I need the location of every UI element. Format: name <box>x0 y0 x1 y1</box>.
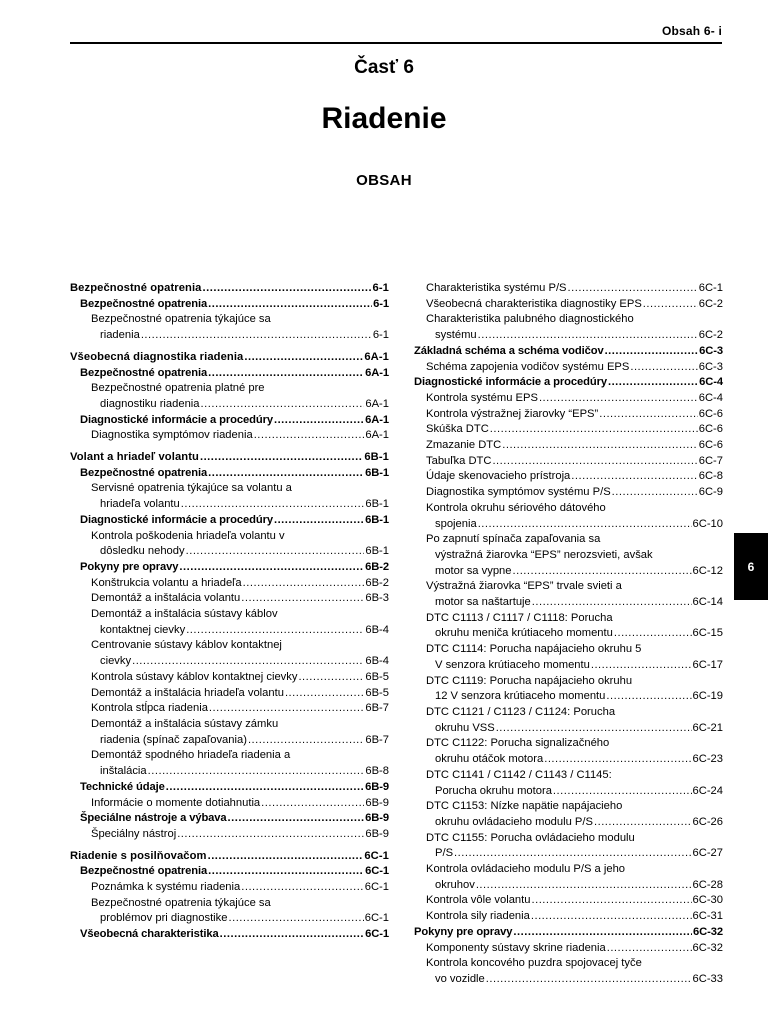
dot-leader <box>241 591 364 607</box>
toc-entry-page: 6A-1 <box>365 413 389 426</box>
toc-entry-page: 6C-1 <box>698 282 723 294</box>
toc-entry-title-line: Servisné opatrenia týkajúce sa volantu a <box>91 482 292 495</box>
toc-entry-title-line: DTC C1119: Porucha napájacieho okruhu <box>426 674 633 687</box>
toc-entry[interactable] <box>414 705 723 736</box>
dot-leader <box>208 849 364 865</box>
toc-entry-page: 6C-1 <box>364 849 389 862</box>
dot-leader <box>186 544 365 560</box>
toc-entry-title: Bezpečnostné opatrenia <box>80 865 208 878</box>
dot-leader <box>513 925 692 941</box>
toc-entry-title: Informácie o momente dotiahnutia <box>91 796 261 809</box>
toc-entry-title: Zmazanie DTC <box>426 439 502 452</box>
toc-entry[interactable] <box>414 312 723 343</box>
toc-entry-page: 6B-1 <box>365 513 389 526</box>
toc-entry-page: 6A-1 <box>365 429 389 442</box>
toc-entry-title: Porucha okruhu motora <box>435 784 552 797</box>
dot-leader <box>608 375 698 391</box>
toc-entry[interactable] <box>70 780 389 796</box>
toc-entry-title-line: DTC C1155: Porucha ovládacieho modulu <box>426 831 635 844</box>
dot-leader <box>599 407 698 423</box>
toc-entry[interactable] <box>414 831 723 862</box>
dot-leader <box>531 909 692 925</box>
toc-entry-page: 6B-1 <box>365 498 389 511</box>
dot-leader <box>568 281 698 297</box>
toc-entry[interactable] <box>414 768 723 799</box>
toc-entry-page: 6C-9 <box>698 486 723 499</box>
toc-entry[interactable] <box>70 297 389 313</box>
dot-leader <box>228 911 363 927</box>
toc-entry-page: 6C-1 <box>365 865 389 878</box>
toc-entry[interactable] <box>70 864 389 880</box>
dot-leader <box>244 350 363 366</box>
toc-entry-title: spojenia <box>435 517 477 530</box>
toc-entry-page: 6C-21 <box>692 721 723 734</box>
toc-entry-title: Bezpečnostné opatrenia <box>80 297 208 310</box>
toc-entry[interactable] <box>414 909 723 925</box>
toc-entry-title: Demontáž a inštalácia volantu <box>91 592 241 605</box>
toc-entry-title-line: DTC C1141 / C1142 / C1143 / C1145: <box>426 768 612 781</box>
dot-leader <box>208 466 364 482</box>
toc-entry-title-line: Demontáž a inštalácia sústavy zámku <box>91 717 279 730</box>
page-title: Riadenie <box>321 102 447 135</box>
dot-leader <box>208 864 364 880</box>
toc-entry-page: 6-1 <box>373 297 389 310</box>
toc-entry-page: 6C-2 <box>698 297 723 310</box>
dot-leader <box>248 733 364 749</box>
dot-leader <box>571 469 697 485</box>
dot-leader <box>476 878 692 894</box>
toc-entry-title-line: Kontrola okruhu sériového dátového <box>426 501 606 514</box>
toc-entry-page: 6A-1 <box>365 397 389 410</box>
toc-entry-page: 6C-17 <box>692 658 723 671</box>
toc-entry[interactable] <box>70 381 389 412</box>
toc-entry-title: Pokyny pre opravy <box>80 560 179 573</box>
toc-entry-title: okruhov <box>435 878 475 891</box>
toc-entry-title: Diagnostické informácie a procedúry <box>80 513 273 526</box>
toc-entry-page: 6C-7 <box>698 454 723 467</box>
toc-entry[interactable] <box>414 925 723 941</box>
dot-leader <box>486 972 692 988</box>
toc-entry-title: Kontrola systému EPS <box>426 391 538 404</box>
dot-leader <box>594 815 692 831</box>
dot-leader <box>220 927 364 943</box>
toc-entry-page: 6B-3 <box>365 592 389 605</box>
toc-entry-title: okruhu VSS <box>435 721 495 734</box>
toc-entry-title: riadenia (spínač zapaľovania) <box>100 733 247 746</box>
toc-entry-page: 6A-1 <box>365 366 389 379</box>
toc-entry[interactable] <box>414 344 723 360</box>
dot-leader <box>285 686 364 702</box>
dot-leader <box>502 438 698 454</box>
toc-entry[interactable] <box>414 642 723 673</box>
toc-entry-page: 6C-14 <box>692 596 723 609</box>
toc-entry-title-line: DTC C1122: Porucha signalizačného <box>426 737 610 750</box>
toc-entry-title-line: Centrovanie sústavy káblov kontaktnej <box>91 639 282 652</box>
toc-entry[interactable] <box>70 350 389 366</box>
dot-leader <box>544 752 691 768</box>
toc-entry-title: Charakteristika systému P/S <box>426 282 567 294</box>
toc-entry-page: 6C-3 <box>699 344 723 357</box>
toc-entry-title: Volant a hriadeľ volantu <box>70 451 199 464</box>
toc-entry-page: 6B-2 <box>365 560 389 573</box>
dot-leader <box>241 880 364 896</box>
dot-leader <box>591 658 692 674</box>
toc-entry-page: 6C-2 <box>698 329 723 342</box>
dot-leader <box>478 328 698 344</box>
dot-leader <box>261 796 364 812</box>
dot-leader <box>141 328 372 344</box>
toc-entry-page: 6C-24 <box>692 784 723 797</box>
toc-entry-page: 6C-33 <box>692 972 723 985</box>
toc-entry-page: 6B-8 <box>365 765 389 778</box>
toc-entry-page: 6B-7 <box>365 702 389 715</box>
toc-entry[interactable] <box>70 513 389 529</box>
toc-entry-title-line: DTC C1114: Porucha napájacieho okruhu 5 <box>426 643 642 656</box>
dot-leader <box>496 721 692 737</box>
toc-entry[interactable] <box>414 862 723 893</box>
dot-leader <box>179 560 364 576</box>
toc-entry[interactable] <box>414 799 723 830</box>
toc-entry-page: 6C-31 <box>692 910 723 923</box>
toc-entry-title-line: Kontrola koncového puzdra spojovacej tyče <box>426 957 642 970</box>
dot-leader <box>166 780 364 796</box>
toc-entry-title: 12 V senzora krútiaceho momentu <box>435 690 606 703</box>
toc-entry-page: 6B-5 <box>365 686 389 699</box>
dot-leader <box>274 413 364 429</box>
toc-entry-title: kontaktnej cievky <box>100 623 186 636</box>
toc-entry[interactable] <box>70 748 389 779</box>
toc-entry[interactable] <box>70 638 389 669</box>
toc-entry-page: 6C-6 <box>698 407 723 420</box>
dot-leader <box>531 893 691 909</box>
toc-entry[interactable] <box>70 849 389 865</box>
toc-entry[interactable] <box>70 717 389 748</box>
toc-entry-page: 6C-1 <box>364 881 389 894</box>
toc-entry-title: motor sa naštartuje <box>435 596 531 609</box>
toc-entry-title: cievky <box>100 655 132 668</box>
toc-entry-page: 6C-30 <box>692 894 723 907</box>
dot-leader <box>532 595 692 611</box>
toc-entry[interactable] <box>70 366 389 382</box>
toc-entry-title: Kontrola výstražnej žiarovky “EPS” <box>426 407 599 420</box>
toc-entry[interactable] <box>414 438 723 454</box>
toc-entry[interactable] <box>414 407 723 423</box>
toc-entry[interactable] <box>414 485 723 501</box>
toc-entry-title-line: DTC C1121 / C1123 / C1124: Porucha <box>426 705 616 718</box>
toc-entry-title-line: Bezpečnostné opatrenia týkajúce sa <box>91 896 271 909</box>
toc-entry-title-line: výstražná žiarovka “EPS” nerozsvieti, avšak <box>435 548 653 561</box>
toc-entry-title: Pokyny pre opravy <box>414 925 513 938</box>
toc-entry[interactable] <box>414 893 723 909</box>
toc-entry-title: Konštrukcia volantu a hriadeľa <box>91 576 242 589</box>
toc-entry-page: 6C-1 <box>364 912 389 925</box>
toc-entry-page: 6C-32 <box>692 941 723 954</box>
toc-entry[interactable] <box>70 591 389 607</box>
toc-entry-title: Všeobecná diagnostika riadenia <box>70 350 244 363</box>
toc-entry-title: Tabuľka DTC <box>426 454 492 467</box>
toc-entry-title: Špeciálny nástroj <box>91 827 177 840</box>
toc-entry-page: 6C-32 <box>693 925 723 938</box>
toc-entry-title: Všeobecná charakteristika diagnostiky EPS <box>426 297 642 310</box>
toc-entry[interactable] <box>70 927 389 943</box>
toc-entry-title: systému <box>435 329 477 342</box>
toc-entry-page: 6C-19 <box>692 690 723 703</box>
toc-entry[interactable] <box>70 450 389 466</box>
toc-entry[interactable] <box>414 532 723 579</box>
toc-entry-title-line: Kontrola poškodenia hriadeľa volantu v <box>91 529 285 542</box>
section-tab[interactable]: 6 <box>734 533 768 600</box>
toc-entry-page: 6A-1 <box>364 350 389 363</box>
dot-leader <box>200 450 363 466</box>
toc-entry[interactable] <box>70 811 389 827</box>
toc-entry-title: Diagnostika symptómov systému P/S <box>426 486 611 499</box>
toc-entry[interactable] <box>70 560 389 576</box>
toc-entry[interactable] <box>414 579 723 610</box>
toc-entry[interactable] <box>70 466 389 482</box>
toc-entry-title: Kontrola sily riadenia <box>426 910 530 923</box>
dot-leader <box>512 564 691 580</box>
toc-entry-title: Skúška DTC <box>426 423 489 436</box>
toc-right-column <box>414 281 723 988</box>
toc-entry[interactable] <box>70 701 389 717</box>
toc-entry-page: 6C-6 <box>698 423 723 436</box>
toc-entry-page: 6C-4 <box>699 376 723 389</box>
dot-leader <box>132 654 364 670</box>
toc-entry-page: 6B-9 <box>365 827 389 840</box>
dot-leader <box>605 344 699 360</box>
toc-entry[interactable] <box>414 454 723 470</box>
toc-entry-title: okruhu meniča krútiaceho momentu <box>435 627 613 640</box>
toc-entry-page: 6B-1 <box>364 451 389 464</box>
toc-entry[interactable] <box>70 529 389 560</box>
dot-leader <box>454 846 691 862</box>
toc-entry-title-line: Bezpečnostné opatrenia týkajúce sa <box>91 313 271 326</box>
toc-entry-title: Schéma zapojenia vodičov systému EPS <box>426 360 630 373</box>
toc-entry[interactable] <box>70 686 389 702</box>
toc-entry-title: riadenia <box>100 329 140 342</box>
dot-leader <box>203 281 372 297</box>
toc-entry-title: Kontrola vôle volantu <box>426 894 531 907</box>
toc-entry-page: 6B-9 <box>365 780 389 793</box>
dot-leader <box>148 764 365 780</box>
toc-entry-title: Špeciálne nástroje a výbava <box>80 812 227 825</box>
toc-entry-title: hriadeľa volantu <box>100 498 180 511</box>
toc-entry-title-line: DTC C1153: Nízke napätie napájacieho <box>426 800 623 813</box>
toc-entry[interactable] <box>414 375 723 391</box>
toc-entry-title: problémov pri diagnostike <box>100 912 228 925</box>
toc-entry-page: 6B-4 <box>365 655 389 668</box>
toc-entry-page: 6C-27 <box>692 847 723 860</box>
toc-entry-page: 6B-9 <box>365 812 389 825</box>
toc-entry-title: Poznámka k systému riadenia <box>91 881 241 894</box>
toc-entry-title: diagnostiku riadenia <box>100 397 200 410</box>
dot-leader <box>298 670 364 686</box>
toc-entry-title: vo vozidle <box>435 972 485 985</box>
toc-entry[interactable] <box>414 422 723 438</box>
toc-entry-title: Riadenie s posilňovačom <box>70 849 207 862</box>
toc-entry-title-line: Kontrola ovládacieho modulu P/S a jeho <box>426 863 626 876</box>
toc-entry-title-line: Výstražná žiarovka “EPS” trvale svieti a <box>426 580 622 593</box>
toc-entry-page: 6C-1 <box>365 928 389 941</box>
dot-leader <box>478 517 692 533</box>
toc-entry-title: P/S <box>435 847 454 860</box>
toc-entry-page: 6B-1 <box>365 545 389 558</box>
toc-entry-title: Komponenty sústavy skrine riadenia <box>426 941 606 954</box>
dot-leader <box>177 827 364 843</box>
toc-entry[interactable] <box>70 607 389 638</box>
toc-entry[interactable] <box>414 360 723 376</box>
dot-leader <box>274 513 364 529</box>
toc-entry-title-line: Demontáž a inštalácia sústavy káblov <box>91 608 278 621</box>
toc-entry-title: Diagnostické informácie a procedúry <box>414 376 607 389</box>
toc-entry[interactable] <box>70 413 389 429</box>
dot-leader <box>643 297 698 313</box>
part-title: Časť 6 <box>354 57 414 78</box>
toc-entry[interactable] <box>414 674 723 705</box>
toc-entry-page: 6C-12 <box>692 564 723 577</box>
dot-leader <box>606 689 691 705</box>
dot-leader <box>490 422 698 438</box>
toc-entry-page: 6C-28 <box>692 878 723 891</box>
toc-entry-title: Údaje skenovacieho prístroja <box>426 470 571 483</box>
dot-leader <box>208 297 372 313</box>
toc-entry[interactable] <box>414 501 723 532</box>
toc-entry-page: 6B-2 <box>365 576 389 589</box>
toc-entry[interactable] <box>70 576 389 592</box>
toc-entry[interactable] <box>70 796 389 812</box>
toc-entry-page: 6-1 <box>372 329 389 342</box>
toc-entry-page: 6B-7 <box>365 733 389 746</box>
toc-entry-title: Kontrola stĺpca riadenia <box>91 702 208 715</box>
toc-entry[interactable] <box>70 880 389 896</box>
toc-entry[interactable] <box>414 611 723 642</box>
toc-entry-title: Všeobecná charakteristika <box>80 928 219 941</box>
toc-entry-title: okruhu otáčok motora <box>435 753 544 766</box>
toc-heading: OBSAH <box>356 172 412 189</box>
toc-entry-page: 6B-9 <box>365 796 389 809</box>
toc-entry-title-line: Charakteristika palubného diagnostického <box>426 313 634 326</box>
dot-leader <box>607 941 692 957</box>
toc-entry-page: 6C-8 <box>698 470 723 483</box>
toc-entry[interactable] <box>70 896 389 927</box>
toc-entry-page: 6C-26 <box>692 815 723 828</box>
dot-leader <box>208 366 364 382</box>
toc-entry[interactable] <box>70 670 389 686</box>
toc-entry[interactable] <box>70 481 389 512</box>
toc-entry-title: dôsledku nehody <box>100 545 185 558</box>
toc-entry[interactable] <box>70 827 389 843</box>
dot-leader <box>254 428 365 444</box>
toc-entry-page: 6C-6 <box>698 439 723 452</box>
toc-entry[interactable] <box>414 297 723 313</box>
toc-entry[interactable] <box>414 391 723 407</box>
toc-entry[interactable] <box>414 956 723 987</box>
header-divider <box>70 42 722 44</box>
dot-leader <box>201 397 365 413</box>
dot-leader <box>612 485 698 501</box>
toc-entry-title: Diagnostika symptómov riadenia <box>91 429 253 442</box>
toc-entry-title-line: Demontáž spodného hriadeľa riadenia a <box>91 749 291 762</box>
toc-entry-title: inštalácia <box>100 765 147 778</box>
dot-leader <box>228 811 365 827</box>
dot-leader <box>492 454 697 470</box>
dot-leader <box>553 784 692 800</box>
toc-entry-title: Základná schéma a schéma vodičov <box>414 344 604 357</box>
toc-entry[interactable] <box>70 428 389 444</box>
toc-entry-title-line: DTC C1113 / C1117 / C1118: Porucha <box>426 611 613 624</box>
toc-entry-page: 6B-5 <box>365 670 389 683</box>
toc-entry-title: okruhu ovládacieho modulu P/S <box>435 815 593 828</box>
page-header: Obsah 6- i <box>661 24 722 38</box>
toc-entry-page: 6-1 <box>372 282 389 294</box>
toc-entry-page: 6C-4 <box>698 391 723 404</box>
dot-leader <box>630 360 697 376</box>
toc-entry-title: Bezpečnostné opatrenia <box>80 466 208 479</box>
toc-entry[interactable] <box>414 736 723 767</box>
toc-entry[interactable] <box>70 281 389 297</box>
toc-entry[interactable] <box>414 281 723 297</box>
toc-entry-title: Bezpečnostné opatrenia <box>80 366 208 379</box>
toc-entry-title: motor sa vypne <box>435 564 512 577</box>
toc-entry[interactable] <box>414 941 723 957</box>
toc-entry-title: Diagnostické informácie a procedúry <box>80 413 273 426</box>
toc-entry-title-line: Po zapnutí spínača zapaľovania sa <box>426 533 601 546</box>
toc-entry-title: Demontáž a inštalácia hriadeľa volantu <box>91 686 284 699</box>
toc-left-column <box>70 281 389 943</box>
toc-entry-page: 6C-15 <box>692 627 723 640</box>
toc-entry-title: V senzora krútiaceho momentu <box>435 658 590 671</box>
toc-entry-title: Technické údaje <box>80 780 165 793</box>
toc-entry-page: 6C-10 <box>692 517 723 530</box>
dot-leader <box>614 626 692 642</box>
toc-entry[interactable] <box>70 312 389 343</box>
toc-entry-title: Kontrola sústavy káblov kontaktnej cievky <box>91 670 298 683</box>
toc-entry-page: 6B-1 <box>365 466 389 479</box>
dot-leader <box>181 497 365 513</box>
toc-entry-title: Bezpečnostné opatrenia <box>70 282 202 294</box>
dot-leader <box>186 623 364 639</box>
dot-leader <box>243 576 365 592</box>
dot-leader <box>209 701 364 717</box>
toc-entry-title-line: Bezpečnostné opatrenia platné pre <box>91 382 265 395</box>
dot-leader <box>539 391 698 407</box>
toc-entry-page: 6C-3 <box>698 360 723 373</box>
toc-entry-page: 6B-4 <box>365 623 389 636</box>
toc-entry-page: 6C-23 <box>692 753 723 766</box>
toc-entry[interactable] <box>414 469 723 485</box>
